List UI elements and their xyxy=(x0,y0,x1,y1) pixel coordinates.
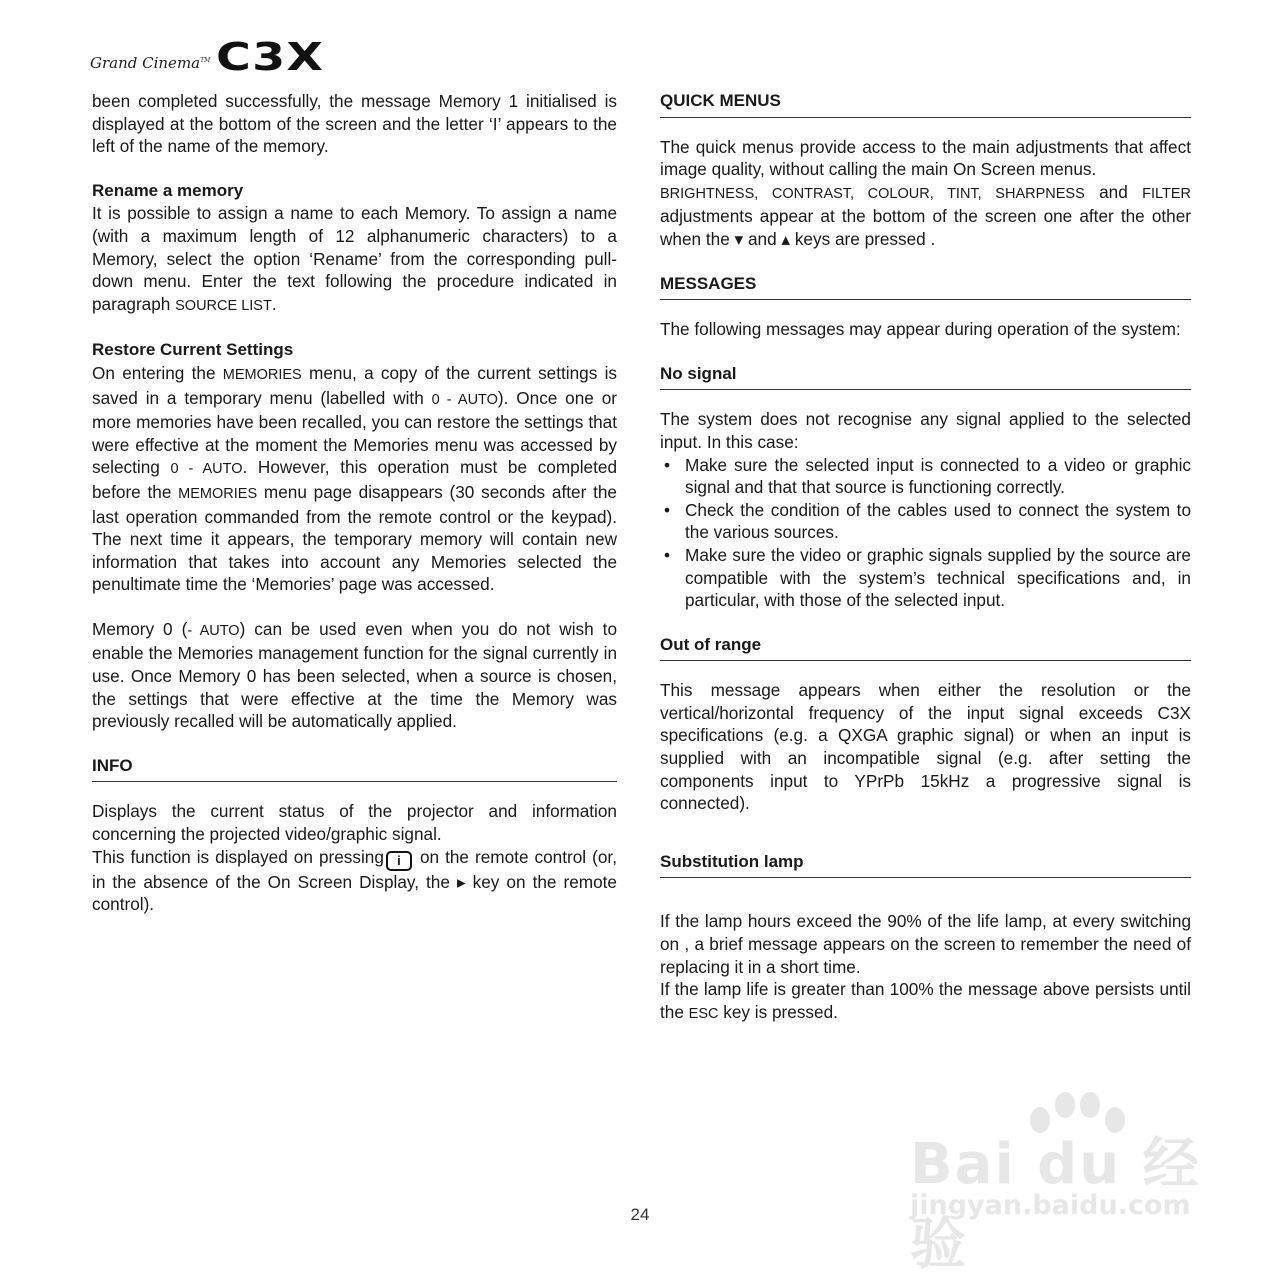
info-heading: INFO xyxy=(92,755,617,783)
right-arrow-icon: ▸ xyxy=(456,871,466,892)
brand-subtitle: Grand Cinema™ xyxy=(90,54,211,72)
no-signal-list xyxy=(660,454,1191,612)
up-arrow-icon: ▴ xyxy=(781,228,791,249)
quick-menus-heading: QUICK MENUS xyxy=(660,90,1191,118)
down-arrow-icon: ▾ xyxy=(734,228,744,249)
brand-logo xyxy=(90,35,325,79)
info-button-icon: i xyxy=(386,851,412,871)
left-column xyxy=(92,90,617,916)
substitution-lamp-heading: Substitution lamp xyxy=(660,851,1191,879)
brand-name: C3X xyxy=(216,35,325,79)
list-item: • Check the condition of the cables used to connect the system to the various sources. xyxy=(660,499,1191,544)
out-of-range-text: This message appears when either the resolution or the vertical/horizontal frequency of the input signal exceeds C3X specifications (e.g. a QXGA graphic signal) or when an input is supplied with an incompatible signal (e.g. after setting the components input to YPrPb 15kHz a progressive signal is connected). xyxy=(660,680,1191,814)
out-of-range-heading: Out of range xyxy=(660,634,1191,662)
no-signal-heading: No signal xyxy=(660,363,1191,391)
watermark-brand: Bai du 经验 xyxy=(910,1132,1201,1277)
intro-paragraph: been completed successfully, the message Memory 1 initialised is displayed at the bottom of the screen and the letter ‘I’ appears to the left of the name of the memory. xyxy=(92,91,617,157)
memory-zero-text: Memory 0 (- AUTO) can be used even when you do not wish to enable the Memories management function for the signal currently in use. Once Memory 0 has been selected, when a source is chosen, the settings that were effective at the time the Memory was previously recalled will be automatically applied. xyxy=(92,618,617,732)
restore-settings-title: Restore Current Settings xyxy=(92,340,294,360)
rename-memory-title: Rename a memory xyxy=(92,180,244,200)
list-item: • Make sure the selected input is connected to a video or graphic signal and that that source is functioning correctly. xyxy=(660,454,1191,499)
page-number: 24 xyxy=(630,1205,650,1224)
restore-settings-text: On entering the MEMORIES menu, a copy of the current settings is saved in a temporary menu (labelled with 0 - AUTO). Once one or more memories have been recalled, you can restore the settings that were effective at the moment the Memories menu was accessed by selecting 0 - AUTO. However, this operation must be completed before the MEMORIES menu page disappears (30 seconds after the last operation commanded from the remote control or the keypad). The next time it appears, the temporary memory will contain new information that takes into account any Memories selected the penultimate time the ‘Memories’ page was accessed. xyxy=(92,362,617,595)
quick-menus-text-2: BRIGHTNESS, CONTRAST, COLOUR, TINT, SHARPNESS and FILTER adjustments appear at the bottom of the screen one after the other when the ▾ and ▴ keys are pressed . xyxy=(660,181,1191,249)
info-text-2: This function is displayed on pressing i on the remote control (or, in the absence of the On Screen Display, the ▸ key on the remote control). xyxy=(92,846,617,915)
substitution-lamp-text: If the lamp hours exceed the 90% of the life lamp, at every switching on , a brief message appears on the screen to remember the need of replacing it in a short time. xyxy=(660,911,1191,977)
messages-text: The following messages may appear during operation of the system: xyxy=(660,319,1181,340)
right-column xyxy=(660,90,1191,1025)
watermark-url: jingyan.baidu.com xyxy=(910,1190,1191,1221)
no-signal-text: The system does not recognise any signal applied to the selected input. In this case: xyxy=(660,409,1191,452)
baidu-watermark xyxy=(900,1090,1210,1277)
substitution-lamp-text-2: If the lamp life is greater than 100% the message above persists until the ESC key is pressed. xyxy=(660,979,1191,1022)
quick-menus-text: The quick menus provide access to the main adjustments that affect image quality, without calling the main On Screen menus. xyxy=(660,136,1191,180)
info-text: Displays the current status of the projector and information concerning the projected video/graphic signal. xyxy=(92,801,617,845)
list-item: • Make sure the video or graphic signals supplied by the source are compatible with the system’s technical specifications and, in particular, with those of the selected input. xyxy=(660,544,1191,612)
messages-heading: MESSAGES xyxy=(660,273,1191,301)
rename-memory-text: It is possible to assign a name to each Memory. To assign a name (with a maximum length of 12 alphanumeric characters) to a Memory, select the option ‘Rename’ from the corresponding pull-down menu. Enter the text following the procedure indicated in paragraph SOURCE LIST. xyxy=(92,203,617,314)
